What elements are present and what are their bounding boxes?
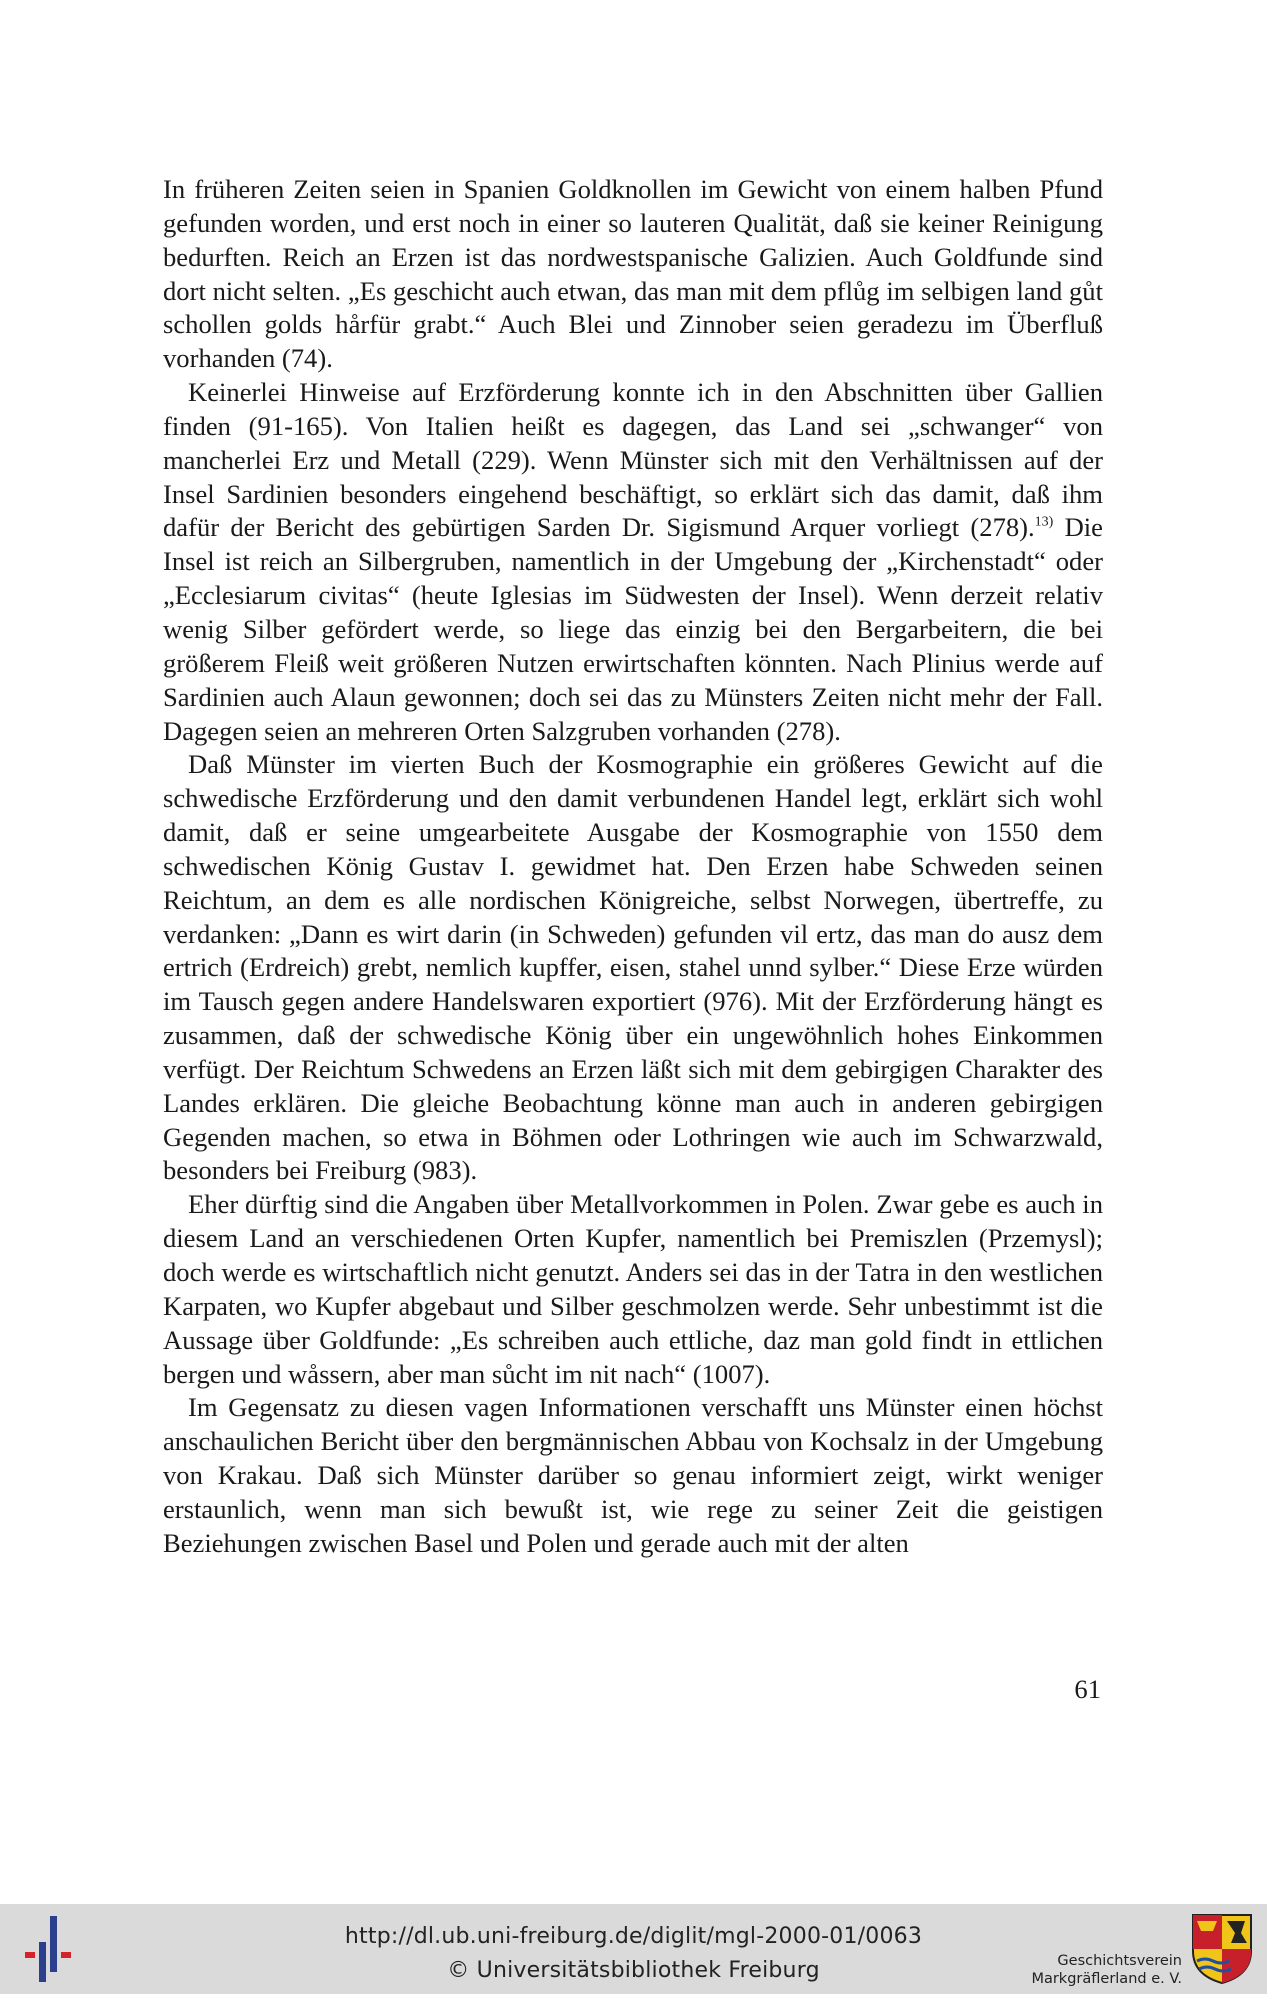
coat-of-arms-icon — [1191, 1913, 1253, 1985]
body-paragraph — [163, 1391, 1103, 1560]
paragraph-text: Die Insel ist reich an Silbergruben, namentlich in der Umgebung der „Kirchenstadt“ oder „Ecclesiarum civitas“ (heute Iglesias im Südwesten der Insel). Wenn derzeit relativ wenig Silber gefördert werde, so liege das einzig bei den Bergarbeitern, die bei größerem Fleiß weit größeren Nutzen erwirtschaften könnten. Nach Plinius werde auf Sardinien auch Alaun gewonnen; doch sei das zu Münsters Zeiten nicht mehr der Fall. Dagegen seien an mehreren Orten Salzgruben vorhanden (278). — [163, 512, 1103, 746]
document-url-link[interactable]: http://dl.ub.uni-freiburg.de/diglit/mgl-2000-01/0063 — [344, 1924, 923, 1949]
body-paragraph — [163, 376, 1103, 748]
copyright-notice: © Universitätsbibliothek Freiburg — [447, 1958, 820, 1983]
paragraph-text: Keinerlei Hinweise auf Erzförderung konnte ich in den Abschnitten über Gallien finden (91-165). Von Italien heißt es dagegen, das Land sei „schwanger“ von mancherlei Erz und Metall (229). Wenn Münster sich mit den Verhältnissen auf der Insel Sardinien besonders eingehend beschäftigt, so erklärt sich das damit, daß ihm dafür der Bericht des gebürtigen Sarden Dr. Sigismund Arquer vorliegt (278). — [163, 377, 1103, 543]
paragraph-text: Eher dürftig sind die Angaben über Metallvorkommen in Polen. Zwar gebe es auch in diesem Land an verschiedenen Orten Kupfer, namentlich bei Premiszlen (Przemysl); doch werde es wirtschaftlich nicht genutzt. Anders sei das in der Tatra in den westlichen Karpaten, wo Kupfer abgebaut und Silber geschmolzen werde. Sehr unbestimmt ist die Aussage über Goldfunde: „Es schreiben auch ettliche, daz man gold findt in ettlichen bergen und wåssern, aber man sůcht im nit nach“ (1007). — [163, 1189, 1103, 1389]
body-paragraph — [163, 748, 1103, 1188]
body-paragraph — [163, 1188, 1103, 1391]
paragraph-text: Im Gegensatz zu diesen vagen Informationen verschafft uns Münster einen höchst anschaulichen Bericht über den bergmännischen Abbau von Kochsalz in der Umgebung von Krakau. Daß sich Münster darüber so genau informiert zeigt, wirkt weniger erstaunlich, wenn man sich bewußt ist, wie rege zu seiner Zeit die geistigen Beziehungen zwischen Basel und Polen und gerade auch mit der alten — [163, 1392, 1103, 1558]
page-body — [163, 173, 1103, 1561]
page-number: 61 — [1074, 1674, 1101, 1704]
footer-bar — [0, 1904, 1267, 1994]
paragraph-text: In früheren Zeiten seien in Spanien Goldknollen im Gewicht von einem halben Pfund gefunden worden, und erst noch in einer so lauteren Qualität, daß sie keiner Reinigung bedurften. Reich an Erzen ist das nordwestspanische Galizien. Auch Goldfunde sind dort nicht selten. „Es geschicht auch etwan, das man mit dem pflůg im selbigen land gůt schollen golds hårfür grabt.“ Auch Blei und Zinnober seien geradezu im Überfluß vorhanden (74). — [163, 174, 1103, 374]
paragraph-text: Daß Münster im vierten Buch der Kosmographie ein größeres Gewicht auf die schwedische Erzförderung und den damit verbundenen Handel legt, erklärt sich wohl damit, daß er seine umgearbeitete Ausgabe der Kosmographie von 1550 dem schwedischen König Gustav I. gewidmet hat. Den Erzen habe Schweden seinen Reichtum, an dem es alle nordischen Königreiche, selbst Norwegen, übertreffe, zu verdanken: „Dann es wirt darin (in Schweden) gefunden vil ertz, das man do ausz dem ertrich (Erdreich) grebt, nemlich kupffer, eisen, stahel unnd sylber.“ Diese Erze würden im Tausch gegen andere Handelswaren exportiert (976). Mit der Erzförderung hängt es zusammen, daß der schwedische König über ein ungewöhnlich hohes Einkommen verfügt. Der Reichtum Schwedens an Erzen läßt sich mit dem gebirgigen Charakter des Landes erklären. Die gleiche Beobachtung könne man auch in anderen gebirgigen Gegenden machen, so etwa in Böhmen oder Lothringen wie auch im Schwarzwald, besonders bei Freiburg (983). — [163, 749, 1103, 1186]
society-name-line2: Markgräflerland e. V. — [1031, 1971, 1182, 1987]
footnote-reference: 13) — [1034, 514, 1054, 530]
society-name-line1: Geschichtsverein — [1057, 1953, 1182, 1969]
body-paragraph — [163, 173, 1103, 376]
